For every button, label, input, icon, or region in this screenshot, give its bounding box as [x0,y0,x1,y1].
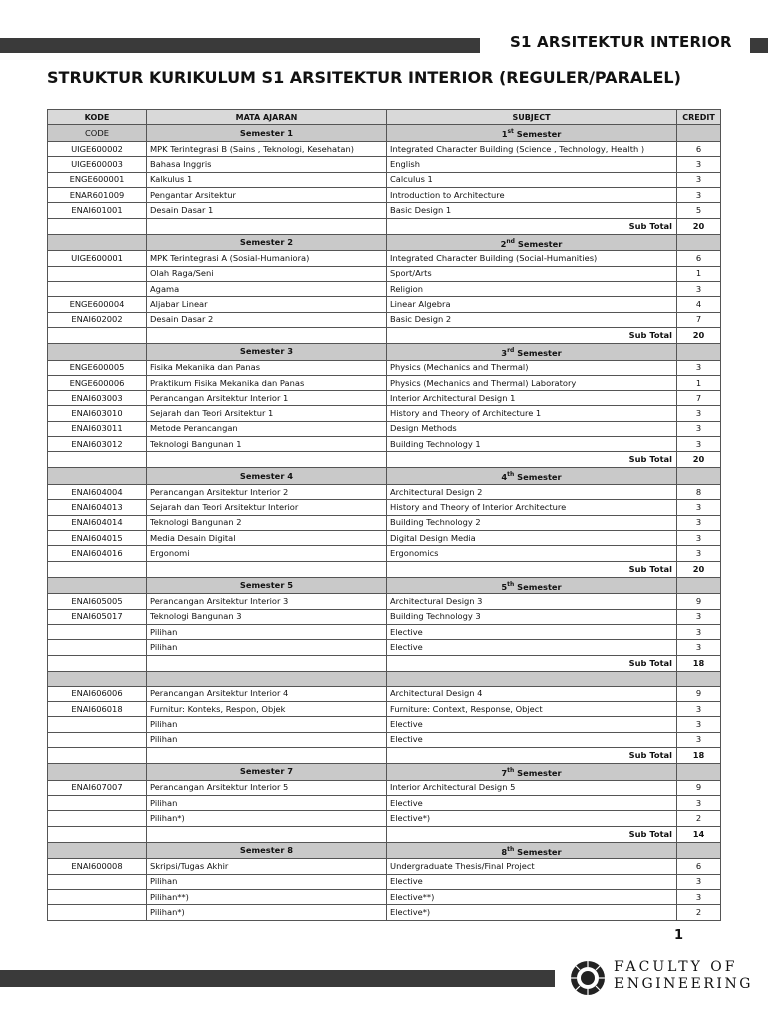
page-number: 1 [674,928,684,943]
course-credit: 3 [677,732,721,747]
semester-credit-blank [677,234,721,251]
course-subject: Religion [387,281,677,296]
subtotal-blank-name [147,561,387,577]
course-name: Bahasa Inggris [147,157,387,172]
course-code: ENAI603003 [48,391,147,406]
course-subject: Ergonomics [387,546,677,561]
subtotal-value: 18 [677,655,721,671]
course-code: ENAI603012 [48,437,147,452]
course-credit: 3 [677,624,721,639]
course-subject: Architectural Design 4 [387,686,677,701]
course-code [48,732,147,747]
subtotal-label: Sub Total [387,748,677,764]
subtotal-blank-name [147,655,387,671]
semester-header-row [48,577,721,594]
semester-word: Semester [514,472,562,483]
course-subject: Sport/Arts [387,266,677,281]
course-name: Desain Dasar 2 [147,312,387,327]
course-name: Perancangan Arsitektur Interior 1 [147,391,387,406]
subtotal-value: 20 [677,452,721,468]
course-name: Olah Raga/Seni [147,266,387,281]
semester-number: 3 [501,347,508,358]
course-subject: Elective*) [387,811,677,826]
curriculum-table [47,109,721,921]
subtotal-blank-code [48,655,147,671]
semester-header-row [48,125,721,142]
faculty-name-line1: FACULTY OF [614,959,738,975]
course-subject: Design Methods [387,421,677,436]
subtotal-row [48,826,721,842]
course-credit: 3 [677,640,721,655]
course-subject: Basic Design 2 [387,312,677,327]
course-code: ENAI601001 [48,203,147,218]
course-subject: Introduction to Architecture [387,187,677,202]
semester-name-id: Semester 2 [147,234,387,251]
table-row [48,717,721,732]
semester-word: Semester [513,129,562,140]
subtotal-blank-code [48,561,147,577]
course-name: Pengantar Arsitektur [147,187,387,202]
semester-header-row [48,468,721,485]
course-code: ENAI604015 [48,531,147,546]
course-credit: 3 [677,874,721,889]
semester-name-id: Semester 8 [147,842,387,859]
semester-ordinal: th [507,580,515,588]
course-subject: Undergraduate Thesis/Final Project [387,859,677,874]
document-title: STRUKTUR KURIKULUM S1 ARSITEKTUR INTERIOR (REGULER/PARALEL) [47,68,681,87]
course-code: ENAI605005 [48,594,147,609]
table-row [48,391,721,406]
table-row [48,251,721,266]
course-code [48,890,147,905]
course-subject: Integrated Character Building (Science , Technology, Health ) [387,142,677,157]
semester-name-id: Semester 3 [147,343,387,360]
course-subject: History and Theory of Architecture 1 [387,406,677,421]
semester-word: Semester [514,347,562,358]
semester-number: 8 [501,846,508,857]
course-subject: Integrated Character Building (Social-Humanities) [387,251,677,266]
semester-header-row [48,842,721,859]
course-code [48,266,147,281]
semester-code-label [48,764,147,781]
course-name: Furnitur: Konteks, Respon, Objek [147,702,387,717]
course-credit: 9 [677,594,721,609]
course-name: Pilihan*) [147,811,387,826]
course-credit: 3 [677,172,721,187]
semester-number: 4 [501,472,508,483]
table-body [48,125,721,920]
course-name: Desain Dasar 1 [147,203,387,218]
course-code: ENGE600004 [48,297,147,312]
course-code: ENGE600006 [48,375,147,390]
subtotal-label: Sub Total [387,826,677,842]
course-name: Skripsi/Tugas Akhir [147,859,387,874]
course-name: Pilihan [147,732,387,747]
subtotal-label: Sub Total [387,655,677,671]
course-subject: Elective [387,640,677,655]
table-row [48,546,721,561]
course-name: Teknologi Bangunan 2 [147,515,387,530]
course-subject: Physics (Mechanics and Thermal) Laboratory [387,375,677,390]
table-header-row [48,110,721,125]
table-row [48,266,721,281]
course-subject: Building Technology 3 [387,609,677,624]
table-row [48,859,721,874]
semester-header-row [48,764,721,781]
subtotal-row [48,748,721,764]
semester-code-label [48,671,147,686]
course-subject: Elective [387,874,677,889]
table-row [48,609,721,624]
semester-name-en [387,671,677,686]
course-code: ENAI606006 [48,686,147,701]
subtotal-row [48,655,721,671]
course-subject: Elective [387,624,677,639]
course-subject: Elective [387,732,677,747]
course-subject: Digital Design Media [387,531,677,546]
course-credit: 9 [677,686,721,701]
subtotal-blank-code [48,327,147,343]
course-credit: 3 [677,281,721,296]
course-subject: English [387,157,677,172]
course-credit: 6 [677,859,721,874]
course-code [48,811,147,826]
subtotal-blank-code [48,452,147,468]
course-name: Aljabar Linear [147,297,387,312]
course-code [48,905,147,920]
course-code: ENAI604014 [48,515,147,530]
semester-ordinal: th [507,845,515,853]
course-subject: Architectural Design 3 [387,594,677,609]
course-code: UIGE600003 [48,157,147,172]
semester-word: Semester [514,238,563,249]
subtotal-label: Sub Total [387,452,677,468]
course-credit: 3 [677,796,721,811]
course-credit: 5 [677,203,721,218]
subtotal-value: 18 [677,748,721,764]
course-name: Perancangan Arsitektur Interior 4 [147,686,387,701]
semester-number: 5 [501,581,508,592]
course-name: Sejarah dan Teori Arsitektur Interior [147,500,387,515]
course-credit: 4 [677,297,721,312]
subtotal-value: 20 [677,561,721,577]
col-header-subject: SUBJECT [387,110,677,125]
table-row [48,686,721,701]
course-code: ENAI602002 [48,312,147,327]
semester-word: Semester [514,581,562,592]
course-credit: 1 [677,375,721,390]
course-credit: 8 [677,485,721,500]
semester-number: 7 [501,767,508,778]
semester-name-en [387,125,677,142]
col-header-code: KODE [48,110,147,125]
subtotal-label: Sub Total [387,327,677,343]
table-row [48,360,721,375]
course-credit: 7 [677,391,721,406]
table-row [48,142,721,157]
course-code: ENAI604013 [48,500,147,515]
table-row [48,811,721,826]
course-name: Pilihan [147,624,387,639]
table-row [48,157,721,172]
course-credit: 7 [677,312,721,327]
course-code [48,874,147,889]
semester-header-row [48,671,721,686]
course-code [48,640,147,655]
course-name: Kalkulus 1 [147,172,387,187]
subtotal-blank-name [147,218,387,234]
semester-name-en [387,842,677,859]
course-credit: 3 [677,890,721,905]
subtotal-blank-name [147,327,387,343]
course-credit: 3 [677,187,721,202]
course-credit: 3 [677,157,721,172]
course-credit: 3 [677,437,721,452]
subtotal-label: Sub Total [387,218,677,234]
table-row [48,437,721,452]
table-row [48,890,721,905]
table-row [48,732,721,747]
semester-name-id: Semester 5 [147,577,387,594]
course-code: ENAI605017 [48,609,147,624]
course-code: UIGE600002 [48,142,147,157]
semester-ordinal: th [507,767,515,775]
col-header-course: MATA AJARAN [147,110,387,125]
semester-name-en [387,764,677,781]
semester-ordinal: st [507,128,514,136]
course-credit: 3 [677,406,721,421]
semester-name-en [387,343,677,360]
course-name: Pilihan [147,717,387,732]
course-subject: Architectural Design 2 [387,485,677,500]
course-name: Perancangan Arsitektur Interior 5 [147,780,387,795]
subtotal-value: 20 [677,218,721,234]
course-code: ENAI603011 [48,421,147,436]
course-subject: Interior Architectural Design 1 [387,391,677,406]
course-credit: 3 [677,531,721,546]
course-name: Pilihan**) [147,890,387,905]
course-credit: 3 [677,500,721,515]
footer-bar [0,970,555,987]
table-row [48,187,721,202]
course-code: ENAI604004 [48,485,147,500]
table-row [48,702,721,717]
table-row [48,780,721,795]
course-name: Metode Perancangan [147,421,387,436]
course-name: Teknologi Bangunan 1 [147,437,387,452]
semester-code-label [48,842,147,859]
course-name: Pilihan [147,796,387,811]
course-code [48,717,147,732]
semester-code-label [48,234,147,251]
course-subject: History and Theory of Interior Architecture [387,500,677,515]
course-code: ENAR601009 [48,187,147,202]
course-code: ENAI604016 [48,546,147,561]
table-row [48,515,721,530]
course-name: Ergonomi [147,546,387,561]
table-row [48,531,721,546]
course-name: Fisika Mekanika dan Panas [147,360,387,375]
subtotal-row [48,561,721,577]
course-credit: 3 [677,515,721,530]
semester-credit-blank [677,468,721,485]
semester-word: Semester [514,846,562,857]
course-code [48,796,147,811]
subtotal-value: 20 [677,327,721,343]
table-row [48,421,721,436]
table-row [48,500,721,515]
semester-header-row [48,234,721,251]
table-row [48,297,721,312]
semester-name-en [387,577,677,594]
semester-number: 1 [501,129,508,140]
course-name: MPK Terintegrasi A (Sosial-Humaniora) [147,251,387,266]
course-subject: Physics (Mechanics and Thermal) [387,360,677,375]
course-credit: 6 [677,142,721,157]
ui-emblem-icon [568,958,608,998]
semester-ordinal: nd [506,237,515,245]
course-credit: 3 [677,421,721,436]
course-name: Media Desain Digital [147,531,387,546]
course-name: Perancangan Arsitektur Interior 3 [147,594,387,609]
course-code: ENAI606018 [48,702,147,717]
course-credit: 2 [677,905,721,920]
semester-name-id [147,671,387,686]
semester-code-label: CODE [48,125,147,142]
semester-credit-blank [677,343,721,360]
course-code: ENAI607007 [48,780,147,795]
subtotal-row [48,327,721,343]
semester-credit-blank [677,671,721,686]
semester-name-en [387,234,677,251]
course-name: Pilihan [147,640,387,655]
subtotal-blank-code [48,826,147,842]
faculty-name-line2: ENGINEERING [614,976,753,992]
course-code [48,624,147,639]
course-name: Agama [147,281,387,296]
course-name: Pilihan*) [147,905,387,920]
course-code: UIGE600001 [48,251,147,266]
subtotal-row [48,218,721,234]
course-code: ENGE600001 [48,172,147,187]
table-row [48,281,721,296]
semester-credit-blank [677,764,721,781]
course-credit: 9 [677,780,721,795]
course-credit: 3 [677,360,721,375]
course-subject: Basic Design 1 [387,203,677,218]
semester-name-en [387,468,677,485]
course-name: MPK Terintegrasi B (Sains , Teknologi, Kesehatan) [147,142,387,157]
semester-name-id: Semester 4 [147,468,387,485]
course-code: ENGE600005 [48,360,147,375]
semester-code-label [48,577,147,594]
course-credit: 3 [677,609,721,624]
semester-number: 2 [500,238,507,249]
course-name: Teknologi Bangunan 3 [147,609,387,624]
semester-header-row [48,343,721,360]
semester-code-label [48,468,147,485]
course-code: ENAI600008 [48,859,147,874]
subtotal-blank-code [48,748,147,764]
course-subject: Linear Algebra [387,297,677,312]
subtotal-blank-name [147,748,387,764]
course-name: Praktikum Fisika Mekanika dan Panas [147,375,387,390]
semester-word: Semester [514,767,562,778]
table-row [48,874,721,889]
course-code [48,281,147,296]
course-credit: 6 [677,251,721,266]
semester-credit-blank [677,577,721,594]
semester-ordinal: th [507,471,515,479]
semester-code-label [48,343,147,360]
course-credit: 3 [677,546,721,561]
subtotal-blank-name [147,452,387,468]
table-row [48,624,721,639]
col-header-credit: CREDIT [677,110,721,125]
course-subject: Furniture: Context, Response, Object [387,702,677,717]
table-row [48,485,721,500]
course-code: ENAI603010 [48,406,147,421]
subtotal-value: 14 [677,826,721,842]
course-subject: Elective [387,796,677,811]
course-subject: Elective**) [387,890,677,905]
table-row [48,594,721,609]
table-row [48,406,721,421]
course-name: Pilihan [147,874,387,889]
semester-credit-blank [677,125,721,142]
table-row [48,203,721,218]
table-row [48,796,721,811]
course-credit: 2 [677,811,721,826]
course-subject: Elective*) [387,905,677,920]
subtotal-label: Sub Total [387,561,677,577]
subtotal-row [48,452,721,468]
semester-name-id: Semester 1 [147,125,387,142]
table-row [48,312,721,327]
course-credit: 1 [677,266,721,281]
table-row [48,172,721,187]
table-row [48,905,721,920]
course-subject: Elective [387,717,677,732]
course-subject: Building Technology 1 [387,437,677,452]
course-credit: 3 [677,717,721,732]
table-row [48,375,721,390]
semester-credit-blank [677,842,721,859]
table-row [48,640,721,655]
subtotal-blank-code [48,218,147,234]
course-name: Sejarah dan Teori Arsitektur 1 [147,406,387,421]
course-subject: Building Technology 2 [387,515,677,530]
course-name: Perancangan Arsitektur Interior 2 [147,485,387,500]
course-subject: Interior Architectural Design 5 [387,780,677,795]
course-credit: 3 [677,702,721,717]
semester-name-id: Semester 7 [147,764,387,781]
header-title: S1 ARSITEKTUR INTERIOR [510,33,732,51]
course-subject: Calculus 1 [387,172,677,187]
subtotal-blank-name [147,826,387,842]
semester-ordinal: rd [507,346,515,354]
